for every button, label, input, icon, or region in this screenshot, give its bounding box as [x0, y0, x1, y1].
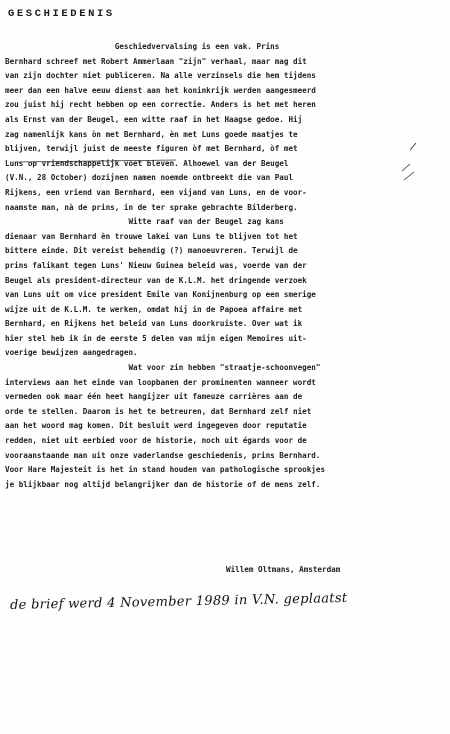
text-line: als Ernst van der Beugel, een witte raaf in het Haagse gedoe. Hij: [5, 114, 303, 124]
text-line: bittere einde. Dit vereist behendig (?) manoeuvreren. Terwijl de: [5, 246, 298, 256]
text-line: je blijkbaar nog altijd belangrijker dan de historie of de mens zelf.: [5, 479, 321, 489]
text-line: Beugel als president-directeur van de K.L.M. het dringende verzoek: [5, 275, 307, 285]
text-line: prins falikant tegen Luns' Nieuw Guinea beleid was, voerde van der: [5, 260, 307, 270]
text-line: hier stel heb ik in de eerste 5 delen van mijn eigen Memoires uit-: [5, 333, 307, 343]
text-line: Voor Hare Majesteit is het in stand houden van pathologische sprookjes: [5, 465, 326, 475]
text-line: van Luns uit om vice president Emile van Konijnenburg op een smerige: [5, 290, 316, 300]
text-line: van zijn dochter niet publiceren. Na alle verzinsels die hem tijdens: [5, 71, 316, 81]
document-body: [5, 40, 446, 492]
text-line: Wat voor zin hebben "straatje-schoonvegen": [5, 363, 321, 373]
signature-line: Willem Oltmans, Amsterdam: [226, 565, 341, 574]
text-line: zag namenlijk kans òn met Bernhard, èn met Luns goede maatjes te: [5, 129, 298, 139]
text-line: vooraanstaande man uit onze vaderlandse geschiedenis, prins Bernhard.: [5, 450, 321, 460]
text-line: Luns op vriendschappelijk voet bleven. Alhoewel van der Beugel: [5, 158, 289, 168]
text-line: voerige bewijzen aangedragen.: [5, 348, 138, 358]
text-line: aan het woord mag komen. Dit besluit werd ingegeven door reputatie: [5, 421, 307, 431]
text-line: wijze uit de K.L.M. te werken, omdat hij in de Papoea affaire met: [5, 304, 303, 314]
text-line: Bernhard, en Rijkens het beleid van Luns doorkruiste. Over wat ik: [5, 319, 303, 329]
text-line: interviews aan het einde van loopbanen der prominenten wanneer wordt: [5, 377, 316, 387]
text-line: Witte raaf van der Beugel zag kans: [5, 217, 284, 227]
text-line: dienaar van Bernhard èn trouwe lakei van Luns te blijven tot het: [5, 231, 298, 241]
text-line: blijven, terwijl juist de meeste figuren òf met Bernhard, òf met: [5, 144, 298, 154]
text-line: Rijkens, een vriend van Bernhard, een vijand van Luns, en de voor-: [5, 187, 307, 197]
text-line: meer dan een halve eeuw dienst aan het koninkrijk werden aangesmeerd: [5, 85, 316, 95]
text-line: orde te stellen. Daarom is het te betreuren, dat Bernhard zelf niet: [5, 406, 312, 416]
text-line: vermeden ook maar één heet hangijzer uit fameuze carrières aan de: [5, 392, 303, 402]
text-line: naamste man, nà de prins, in de ter sprake gebrachte Bilderberg.: [5, 202, 298, 212]
text-line: Bernhard schreef met Robert Ammerlaan "zijn" verhaal, maar mag dit: [5, 56, 307, 66]
text-line: (V.N., 28 October) dozijnen namen noemde ontbreekt die van Paul: [5, 173, 294, 183]
text-line: redden, niet uit eerbied voor de historie, noch uit égards voor de: [5, 436, 307, 446]
document-heading: GESCHIEDENIS: [8, 8, 115, 20]
text-line: Geschiedvervalsing is een vak. Prins: [5, 42, 280, 51]
handwritten-note: de brief werd 4 November 1989 in V.N. geplaatst: [9, 590, 348, 613]
text-line: zou juist hij recht hebben op een correctie. Anders is het met heren: [5, 100, 316, 110]
